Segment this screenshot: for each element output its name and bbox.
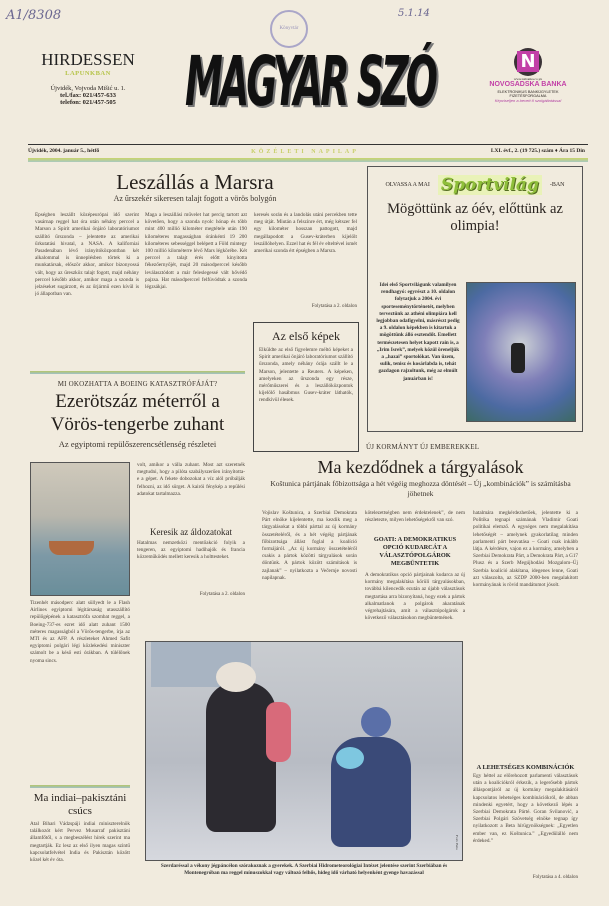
ad-telfax: tel./fax: 021/457-633 <box>60 92 116 99</box>
govt-col3b: Egy héttel az előrehozott parlamenti választások után a koalíciókról érkezik, a legerősebb pártok álláspontjáról az új kormány megalakításáról kapcsolatos lehetséges kombinációkról, de abban mindenki egyetért, hogy a következő lépés a Szerbiai Demokrata Párté. Goran Svilanović, a Szerbiai Polgári Szövetség elnöke tegnap így nyilatkozott a Beta hírügynökségnek: „Egyetlen ember van, ez Koštunica.” „Egyedülálló nem érdeked.” <box>473 773 578 844</box>
govt-col2b: A demokratikus opció pártjainak kudarca az új kormány megalakítása körüli tárgyalásokban, továbbá kilencedik ezután az újabb választások megtartása arra bizonyítaná, hogy ezek a pártok alkalmatlanok a polgárok akaratának végrehajtására, amit a választópolgárok a következő választásokon megbüntetnének. <box>365 572 465 622</box>
bank-line1: ELEKTRONIKUS BANKÜGYLETEK <box>497 90 559 94</box>
mars-col3-wrap <box>254 212 357 309</box>
sport-banner <box>376 175 574 195</box>
bank-line2: FIZETÉSFORGALMA <box>509 94 547 98</box>
govt-subhead2: A LEHETSÉGES KOMBINÁCIÓK <box>476 764 575 771</box>
masthead-rule <box>28 144 588 145</box>
sport-headline[interactable]: Mögöttünk az óév, előttünk az olimpia! <box>387 201 563 234</box>
stamp-text: Könyvtár <box>279 26 299 31</box>
mars-col1: Épségben leszállt középeurópai idő szerint vasárnap reggel hat óra után néhány perccel a Marson a Spirit amerikai önjáró laboratóriumot szállító űrszonda – jelentette az amerikai űrkutatási hivatal, a NASA. A kaliforniai Pasadenában lévő irányítóközpontban két alkalommal is ünneplésben törtek ki a munkatársak, először akkor, amikor bizonyossá vált, hogy az űreszköz talajt fogott, majd néhány perccel később akkor, amikor maga a szonda is jelzéseket sugárzott, és az űrjármű ezen kívül is jó állapotban van. <box>35 212 139 298</box>
photo-caption: Szerdaréssal a vékony jégpáncélon szórakoznak a gyerekek. A Szerbiai Hidrometeorológiai Intézet jelentése szerint Szerbiában és Montenegróban ma reggel mínuszokkal vagy változó felhős, hideg idő várható helyenként gyenge havazással <box>160 863 448 876</box>
govt-col1: Vojislav Koštunica, a Szerbiai Demokrata Párt elnöke kijelentette, ma kezdik meg a tárgyalásokat a többi párttal az új kormány összetételéről, és a hét végéig pártjának főbizottsága állást foglal a koalíció formájáról. „Az új kormány összetételéről csakis a pártok közötti tárgyalások során döntünk. A pártok között számítások is zajlanak” – nyilatkozta a Večernje novosti napilapnak. <box>262 510 357 581</box>
ad-telefon: telefon: 021/457-505 <box>60 99 116 106</box>
first-images-box <box>253 322 359 452</box>
ad-subtitle: LAPUNKBAN <box>65 70 111 77</box>
boat-shape <box>49 541 94 555</box>
govt-continued[interactable]: Folytatása a 4. oldalon <box>532 875 578 880</box>
govt-col2-wrap <box>365 510 465 630</box>
bank-slogan: Képviseljen a bevett ő szolgáltatással <box>494 98 562 103</box>
bank-logo-letter: N <box>517 51 538 72</box>
article-india <box>30 792 130 879</box>
bank-name: NOVOSADSKA BANKA <box>489 81 567 88</box>
dateline-issue: LXI. évf., 2. (19 725.) szám ♦ Ára 15 Din <box>490 148 585 154</box>
boeing-subtitle: Az egyiptomi repülőszerencsétlenség részletei <box>58 439 217 449</box>
boeing-headline[interactable]: Ezerötszáz méterről a Vörös-tengerbe zuhant <box>50 391 225 435</box>
govt-headline[interactable]: Ma kezdődnek a tárgyalások <box>317 457 524 477</box>
masthead-tagline: KÖZÉLETI NAPILAP <box>251 149 359 155</box>
masthead-title: MAGYAR SZÓ <box>185 42 435 122</box>
boeing-col2: volt, amikor a válla zuhant. Most azt szeretnék megtudni, hogy a pilóta szabályszerűen irányította-e a gépet. A fekete dobozokat a víz alól próbálják felhozni, az idő sürget. A kairói fénykép a repülési adatokat tartalmazza. <box>137 462 245 497</box>
article-mars <box>35 170 355 203</box>
govt-col3b-wrap <box>473 764 578 880</box>
handwritten-date: 5.1.14 <box>398 8 430 19</box>
header-color-rule <box>28 158 588 162</box>
bank-url: www.nsbanka.co.yu <box>513 77 543 81</box>
boeing-subhead: Keresik az áldozatokat <box>150 527 232 537</box>
first-images-text: Elküldte az első figyelemre méltó képeket a Spirit amerikai önjáró laboratóriumot szállító űrszonda, amely néhány órája szállt le a Marson, jelentette a Reuters. A képeken, amelyeken az űrszonda egy része, mérőműszerei és a leszállóközpontok kijelölő hasábmus Gusev-kráter láthatók, rendkívül élesek. <box>259 347 353 404</box>
photo-credit: Fotó: Beta <box>455 835 459 850</box>
section-rule-2 <box>30 785 130 788</box>
india-text: Atal Bihari Vádzspáji indiai miniszterelnök találkozót kért Pervez Musarraf pakisztáni államfőtől, s a megbeszélést hírek szerint ma megtartják. Ez lesz az első ilyen magas szintű kapcsolatfelvétel India és Pakisztán között közel két év óta. <box>30 821 130 864</box>
mars-col2: Maga a leszállási művelet hat percig tartott azt követően, hogy a szonda nyolc hónap és több mint 400 millió kilométer megtétele után 190 kilométeres magasságban óránkénti 19 200 kilométeres sebességgel belépett a Föld mintegy 100 millió kilométerre lévő Mars légkörébe. Két perccel a talajt érés előtt kinyitotta fékezőernyőjét, majd 20 másodperccel később leválasztódott a már feleslegessé vált hővédő pajzsa. Hat másodperccel felfúvódtak a szonda légzsákjai. <box>145 212 247 291</box>
govt-subtitle: Koštunica pártjának főbizottsága a hét végéig meghozza döntését – Új „kombinációk” is számításba jöhetnek <box>270 479 571 498</box>
govt-subhead: GOATI: A DEMOKRATIKUS OPCIÓ KUDARCÁT A VÁLASZTÓPOLGÁROK MEGBÜNTETIK <box>373 536 457 567</box>
govt-col2a: kötelezettségben nem érdektelenek”, de nem részletezte, milyen lehetőségekről van szó. <box>365 510 465 524</box>
sport-text: Idei első Sportvilágunk valamilyen rendhagyó: egyrészt a 10. oldalon folytatjuk a 2004. évi sporteseménytörténetét, melyben terveztünk az athéni olimpiára kell legjobban odafigyelni, másrészt pedig a 9. oldalon képekben is kitartuk a mögöttünk álló esztendőt. Emellett természetesen helyet kapott rain is, a „Irim Isrek”, melyek közül öreneljük a „hazai” sportolókat. Van üzem, sulik, tenisz és kosárlabda is, tehát gazdagon rajzoltunk, még az elmúlt januárban is! <box>376 282 460 382</box>
govt-kicker: ÚJ KORMÁNYT ÚJ EMBEREKKEL <box>366 443 480 451</box>
sledding-photo <box>145 641 463 861</box>
mars-col3: keresés során és a landolás utáni percekben tette meg útját. Miután a felszínre ért, még kétszer fel egy kilométer hosszan pattogott, majd megállapodott a Gusev-kráterben kijelölt leszállóhelyen. Ezzel hat és fél év elteltével ismét amerikai szonda ért épségben a Marsra. <box>254 212 357 255</box>
ad-title: HIRDESSEN <box>41 50 135 69</box>
child-hat <box>216 662 256 692</box>
child-right-hat <box>361 707 391 737</box>
boeing-photo <box>30 462 130 596</box>
ad-right <box>478 48 578 103</box>
article-boeing <box>30 380 245 449</box>
article-government <box>258 443 583 498</box>
sport-box <box>367 166 583 432</box>
surfer-figure <box>511 343 525 373</box>
boeing-kicker: MI OKOZHATTA A BOEING KATASZTRÓFÁJÁT? <box>57 380 218 388</box>
mars-headline[interactable]: Leszállás a Marsra <box>116 170 274 194</box>
boeing-col2-wrap <box>137 462 245 597</box>
ad-address: Újvidék, Vojvoda Mišić u. 1. <box>50 85 126 92</box>
boeing-col2b: Hatalmas nemzetközi mentőakció folyik a tengeren, az egyiptomi hadihajók és francia közreműködés mellett keresik a holttesteket. <box>137 540 245 561</box>
sport-read: OLVASSA A MAI <box>385 182 430 188</box>
sport-suffix: -BAN <box>549 182 565 188</box>
mars-subtitle: Az űrszekér sikeresen talajt fogott a vörös bolygón <box>113 194 277 203</box>
dateline-date: Újvidék, 2004. január 5., hétfő <box>28 148 100 154</box>
sportvilag-logo[interactable]: Sportvilág <box>438 175 542 195</box>
india-headline[interactable]: Ma indiai–pakisztáni csúcs <box>33 792 127 817</box>
child-pink <box>266 702 291 762</box>
child-left <box>206 682 276 832</box>
boeing-continued[interactable]: Folytatása a 2. oldalon <box>199 592 245 597</box>
child-blue-hat <box>336 747 364 769</box>
first-images-headline[interactable]: Az első képek <box>272 329 340 343</box>
surfer-photo <box>466 282 576 422</box>
ad-left <box>38 50 138 106</box>
section-rule <box>30 371 245 374</box>
handwritten-reference: A1/8308 <box>6 8 62 23</box>
boeing-col1: Tizenhét másodperc alatt süllyedt le a Flash Airlines egyiptomi légitársaság utasszállító repülőgépének a katasztrófa szombat reggel, a Boeing-737-es ezret idő alatt zuhant 1500 méteres magasságból a Vörös-tengerbe, írja az MTI és az AFP. A részleteket Ahmed Safit egyiptomi polgári légi közlekedési miniszter számolt be a késő esti órákban. A túlélőnek nyoma sincs. <box>30 600 130 664</box>
mars-continued[interactable]: Folytatása a 2. oldalon <box>311 304 357 309</box>
govt-col3a: hatalmára megkérdezhetőek, jelentette ki a Politika tegnapi számának Vladimir Goati politikai elemző. A egységes nem megalakítása lehetőségét – amelynek gyakorlatilag minden parlamenti párt beavatása – Goati csak inkább látja. A kérdésre, vajon ez a kormány, amelyben a Szerbiai Demokrata Párt, a Demokrata Párt, a G17 Plusz és a Szerb Megújhodási Mozgalom–Új Szerbia koalíció alakítana, idegenes lenne, Goati azt válaszolta, az SZDP 2000-ben megalakított kormányának is rövid mandátumot jósolt. <box>473 510 578 589</box>
bank-logo <box>514 48 542 76</box>
